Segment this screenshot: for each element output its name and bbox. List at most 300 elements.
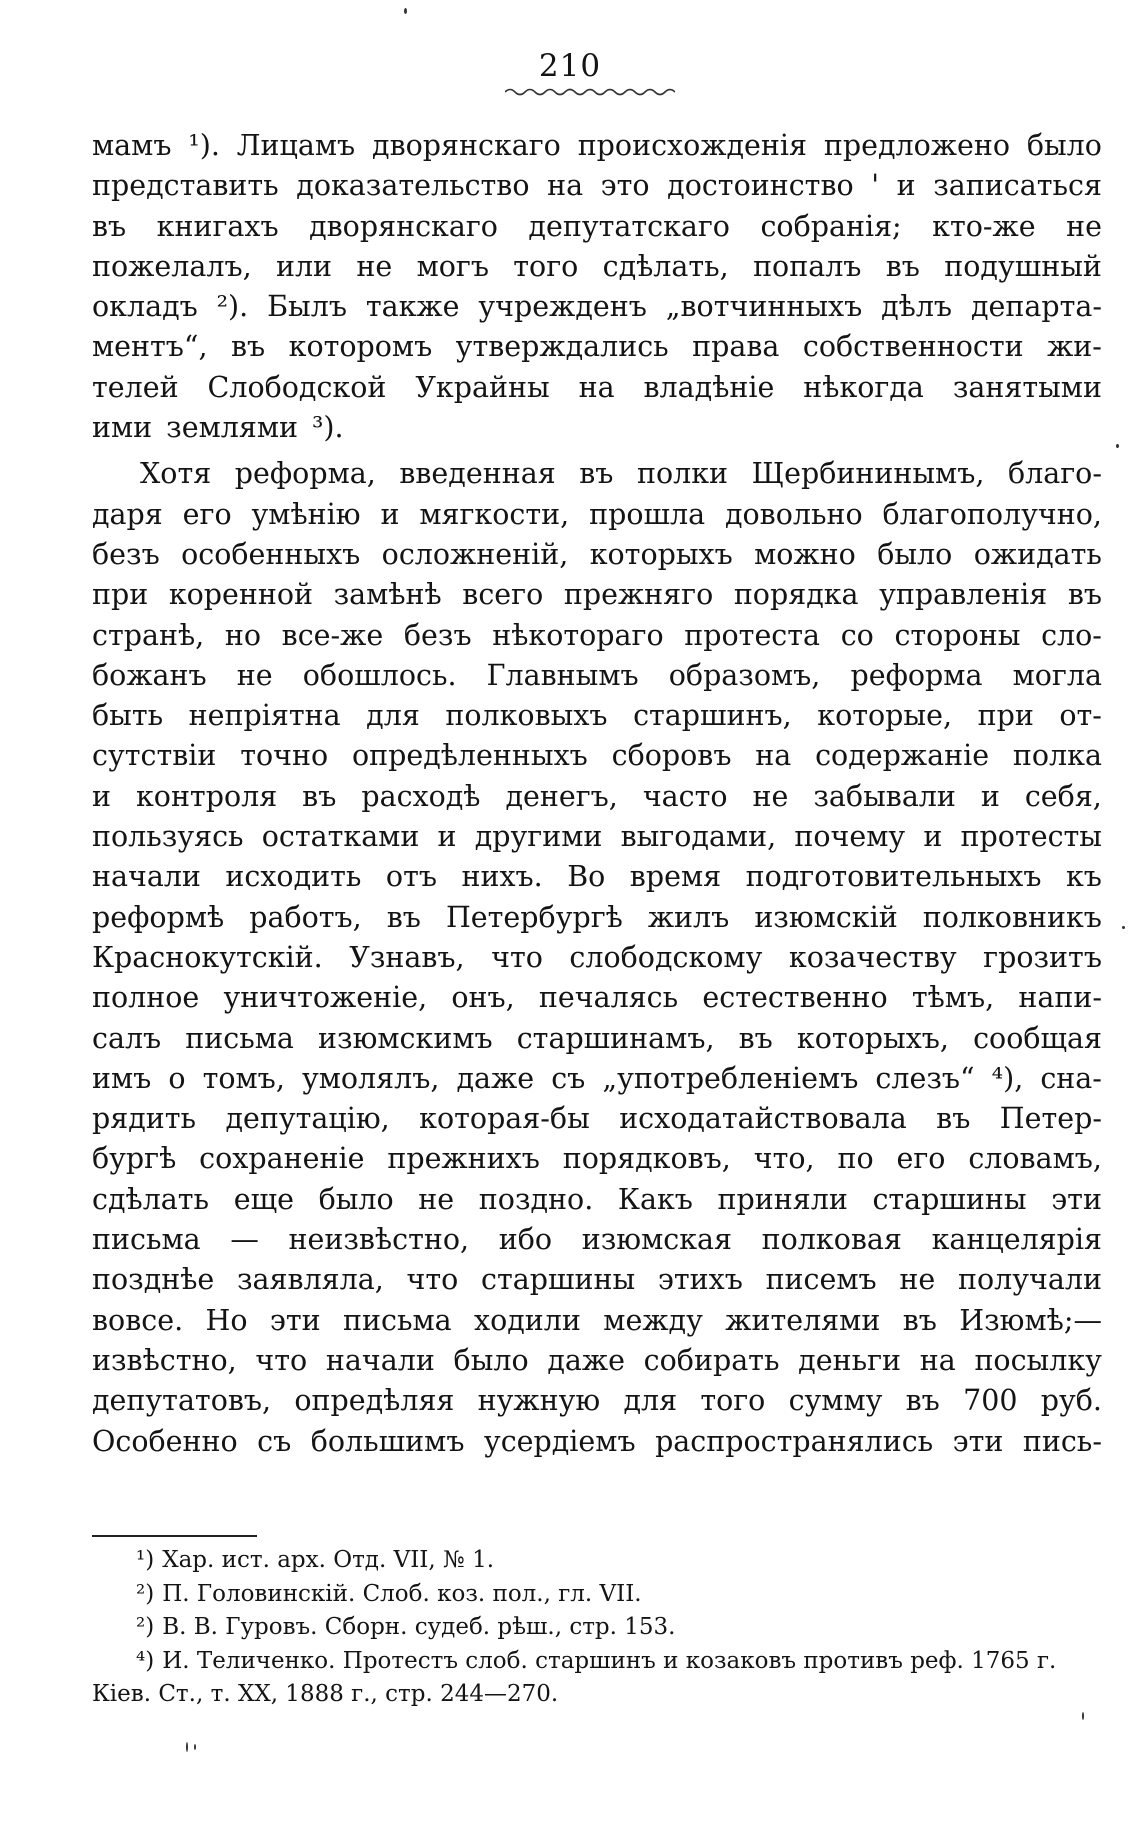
word: реформа,: [234, 457, 376, 491]
text-line: [92, 1099, 1102, 1139]
word: его: [182, 497, 232, 531]
word: деньги: [798, 1343, 902, 1377]
word: ': [871, 169, 880, 203]
word: съ: [551, 1061, 586, 1095]
word: ²).: [216, 290, 249, 324]
word: получали: [958, 1263, 1102, 1297]
word: Щербининымъ,: [751, 457, 985, 491]
word: поздно.: [478, 1182, 594, 1216]
word: которомъ: [288, 330, 433, 364]
word: исходить: [225, 860, 362, 894]
word: въ: [738, 1021, 773, 1055]
word: къ: [1065, 860, 1102, 894]
word: полковыхъ: [445, 699, 608, 733]
word: что: [406, 1263, 459, 1297]
print-speck: [1082, 1712, 1084, 1720]
word: почему: [794, 820, 906, 854]
word: доказательство: [296, 169, 530, 203]
text-line: [92, 1341, 1102, 1381]
word: въ: [92, 209, 127, 243]
word: того: [700, 1384, 766, 1418]
word: образомъ,: [668, 658, 821, 692]
word: обошлось.: [302, 658, 457, 692]
text-line: [92, 898, 1102, 938]
word: въ: [902, 1303, 937, 1337]
word: нужную: [477, 1384, 601, 1418]
word: введенная: [399, 457, 556, 491]
word: мамъ: [92, 129, 172, 162]
word: владѣніе: [643, 370, 775, 404]
word: сна-: [1040, 1061, 1102, 1095]
word: подготовительныхъ: [745, 860, 1042, 894]
word: съ: [257, 1424, 292, 1458]
print-speck: [404, 8, 407, 14]
text-line: [92, 1220, 1102, 1260]
word: могла: [1012, 658, 1102, 692]
text-line: [92, 535, 1102, 575]
word: это: [600, 169, 650, 203]
word: со: [840, 618, 874, 652]
footnote-4-continuation: [92, 1678, 1102, 1712]
word: писемъ: [765, 1263, 877, 1297]
word: мягкости,: [419, 497, 570, 531]
word: сдѣлать,: [602, 249, 729, 283]
footnotes: [92, 1544, 1102, 1712]
word: Хотя: [140, 457, 212, 491]
word: депутатовъ,: [92, 1384, 272, 1418]
word: которыхъ: [589, 537, 733, 571]
word: въ: [579, 457, 614, 491]
word: въ: [386, 900, 421, 934]
text-line: [92, 817, 1102, 857]
text-line: [92, 1180, 1102, 1220]
text-line: [92, 1139, 1102, 1179]
word: что,: [753, 1142, 815, 1176]
word: на: [919, 1343, 956, 1377]
word: старшинамъ,: [516, 1021, 715, 1055]
print-speck: [186, 1742, 188, 1752]
word: его: [896, 1142, 946, 1176]
word: и: [92, 779, 111, 813]
text-line: [92, 1381, 1102, 1421]
word: полковая: [761, 1223, 902, 1257]
word: было: [877, 537, 953, 571]
footnote-3: [92, 1611, 1102, 1645]
word: не: [752, 779, 789, 813]
text-line: [92, 327, 1102, 367]
word: въ: [302, 779, 337, 813]
word: не: [1066, 209, 1102, 243]
word: изюмскимъ: [318, 1021, 493, 1055]
word: жителями: [725, 1303, 881, 1337]
word: письма: [185, 1021, 294, 1055]
word: посылку: [974, 1343, 1102, 1377]
word: от-: [1059, 699, 1102, 733]
text-line: [92, 1422, 1102, 1462]
text-line: [92, 166, 1102, 206]
word: не: [899, 1263, 936, 1297]
footnote-mark: ²): [136, 1614, 155, 1640]
text-line: [92, 495, 1102, 535]
word: которая-бы: [419, 1102, 590, 1136]
word: слезъ“: [875, 1061, 975, 1095]
footnote-text: И. Теличенко. Протестъ слоб. старшинъ и козаковъ противъ реф. 1765 г.: [162, 1647, 1057, 1674]
word: уничтоженіе,: [223, 981, 428, 1015]
word: пользуясь: [92, 820, 244, 854]
word: прежняго: [563, 578, 714, 612]
word: старшинъ,: [633, 699, 792, 733]
word: собранія;: [760, 209, 902, 243]
word: не: [356, 249, 393, 283]
word: точно: [240, 739, 329, 773]
word: даже: [547, 1343, 625, 1377]
word: дворянскаго: [309, 209, 498, 243]
word: остатками: [261, 820, 420, 854]
word: естественно: [702, 981, 888, 1015]
word: „употребленіемъ: [602, 1061, 859, 1095]
word: безъ: [403, 618, 472, 652]
word: департа-: [970, 290, 1102, 324]
footnote-1: [92, 1544, 1102, 1578]
word: изюмскій: [754, 900, 898, 934]
word: въ: [1067, 578, 1102, 612]
word: права: [692, 330, 780, 364]
word: реформа: [850, 658, 983, 692]
word: пожелалъ,: [92, 249, 252, 283]
word: ибо: [498, 1223, 553, 1257]
word: сло-: [1041, 618, 1102, 652]
word: представить: [92, 169, 279, 203]
word: ³).: [312, 411, 344, 445]
word: сообщая: [973, 1021, 1102, 1055]
word: большимъ: [310, 1424, 465, 1458]
word: даря: [92, 497, 163, 531]
word: собирать: [643, 1343, 780, 1377]
word: въ: [905, 1384, 940, 1418]
word: достоинство: [667, 169, 854, 203]
word: 700: [963, 1384, 1018, 1418]
word: или: [275, 249, 333, 283]
word: благополучно,: [882, 497, 1102, 531]
word: того: [513, 249, 579, 283]
word: расходѣ: [361, 779, 481, 813]
word: стороны: [894, 618, 1021, 652]
word: въ: [231, 330, 266, 364]
word: было: [1026, 129, 1102, 162]
word: могъ: [416, 249, 489, 283]
text-line: [92, 207, 1102, 247]
word: попалъ: [753, 249, 862, 283]
text-line: [92, 126, 1102, 166]
word: что: [491, 940, 543, 974]
word: пись-: [1022, 1424, 1102, 1458]
word: позднѣе: [92, 1263, 215, 1297]
text-line: [92, 857, 1102, 897]
word: томъ,: [202, 1061, 285, 1095]
word: себя,: [1024, 779, 1102, 813]
word: канцелярія: [931, 1223, 1102, 1257]
word: эти: [952, 1424, 1004, 1458]
word: время: [629, 860, 722, 894]
footnote-mark: ⁴): [136, 1647, 155, 1674]
text-line: [92, 777, 1102, 817]
word: нихъ.: [461, 860, 543, 894]
word: особенныхъ: [181, 537, 361, 571]
word: сохраненіе: [199, 1142, 365, 1176]
word: было: [318, 1182, 394, 1216]
word: контроля: [135, 779, 278, 813]
word: довольно: [724, 497, 863, 531]
word: начали: [92, 860, 201, 894]
text-line: [92, 1260, 1102, 1300]
footnote-text: В. В. Гуровъ. Сборн. судеб. рѣш., стр. 153.: [162, 1614, 676, 1640]
word: прошла: [589, 497, 706, 531]
word: онъ,: [451, 981, 515, 1015]
word: работъ,: [249, 900, 362, 934]
word: Изюмѣ;—: [959, 1303, 1102, 1337]
word: Лицамъ: [236, 129, 356, 162]
word: имъ: [92, 1061, 152, 1095]
word: Слободской: [207, 370, 387, 404]
word: даже: [456, 1061, 535, 1095]
text-line: [92, 1059, 1102, 1099]
word: на: [755, 739, 792, 773]
word: замѣнѣ: [333, 578, 442, 612]
word: окладъ: [92, 290, 198, 324]
word: не: [236, 658, 273, 692]
text-line: [92, 287, 1102, 327]
word: осложненій,: [381, 537, 569, 571]
text-line: [92, 696, 1102, 736]
word: сборовъ: [611, 739, 732, 773]
word: всего: [462, 578, 544, 612]
word: при: [92, 578, 149, 612]
text-line: [92, 368, 1102, 408]
word: ментъ“,: [92, 330, 208, 364]
body-text: [92, 126, 1102, 1462]
word: полное: [92, 981, 200, 1015]
word: козачеству: [788, 940, 957, 974]
word: изюмская: [581, 1223, 732, 1257]
word: все-же: [281, 618, 384, 652]
word: полки: [636, 457, 729, 491]
footnote-2: [92, 1578, 1102, 1612]
word: рядить: [92, 1102, 197, 1136]
word: въ: [885, 249, 920, 283]
word: для: [623, 1384, 678, 1418]
word: безъ: [92, 537, 160, 571]
word: дворянскаго: [372, 129, 561, 162]
word: дѣлъ: [881, 290, 953, 324]
word: по: [837, 1142, 874, 1176]
word: неизвѣстно,: [288, 1223, 470, 1257]
word: сдѣлать: [92, 1182, 210, 1216]
text-line: [92, 656, 1102, 696]
word: салъ: [92, 1021, 162, 1055]
word: денегъ,: [505, 779, 618, 813]
word: Особенно: [92, 1424, 238, 1458]
word: утверждались: [455, 330, 669, 364]
word: приняли: [717, 1182, 848, 1216]
text-line: [92, 978, 1102, 1018]
word: протесты: [960, 820, 1102, 854]
text-line: [92, 1301, 1102, 1341]
word: при: [977, 699, 1034, 733]
word: исходатайствовала: [619, 1102, 907, 1136]
word: реформѣ: [92, 900, 225, 934]
word: умолялъ,: [301, 1061, 440, 1095]
word: „вотчинныхъ: [665, 290, 863, 324]
word: старшины: [481, 1263, 636, 1297]
word: грозитъ: [983, 940, 1102, 974]
word: распространялись: [655, 1424, 934, 1458]
text-line: [92, 247, 1102, 287]
word: Главнымъ: [486, 658, 639, 692]
footnote-text: П. Головинскій. Слоб. коз. пол., гл. VII.: [162, 1580, 642, 1607]
word: странѣ,: [92, 618, 205, 652]
word: божанъ: [92, 658, 207, 692]
word: эти: [1051, 1182, 1102, 1216]
page-number: 210: [538, 48, 602, 84]
print-speck: [1116, 444, 1119, 448]
footnote-mark: ¹): [136, 1547, 155, 1573]
word: для: [366, 699, 420, 733]
word: которые,: [817, 699, 953, 733]
text-line: [92, 616, 1102, 656]
word: Но: [205, 1303, 248, 1337]
word: письма: [92, 1223, 201, 1257]
word: было: [453, 1343, 529, 1377]
word: —: [230, 1223, 259, 1257]
word: умѣнію: [251, 497, 361, 531]
word: сумму: [788, 1384, 883, 1418]
word: Петер-: [999, 1102, 1102, 1136]
word: записаться: [933, 169, 1102, 203]
word: ¹).: [188, 129, 220, 162]
word: Во: [567, 860, 606, 894]
text-line: [92, 575, 1102, 615]
word: нѣкотораго: [492, 618, 664, 652]
word: кто-же: [932, 209, 1036, 243]
word: забывали: [813, 779, 956, 813]
word: учрежденъ: [478, 290, 647, 324]
word: напи-: [1018, 981, 1102, 1015]
word: руб.: [1040, 1384, 1102, 1418]
word: на: [547, 169, 584, 203]
word: подушный: [944, 249, 1102, 283]
word: Петербургѣ: [445, 900, 623, 934]
word: часто: [642, 779, 728, 813]
word: слободскому: [569, 940, 763, 974]
word: на: [578, 370, 615, 404]
word: депутацію,: [225, 1102, 390, 1136]
word: опредѣленныхъ: [351, 739, 588, 773]
word: телей: [92, 370, 179, 404]
text-line: [92, 938, 1102, 978]
word: ходили: [474, 1303, 581, 1337]
footnote-4: [92, 1645, 1102, 1679]
word: въ: [936, 1102, 971, 1136]
word: жилъ: [647, 900, 730, 934]
word: сутствіи: [92, 739, 217, 773]
word: ожидать: [973, 537, 1102, 571]
word: что: [255, 1343, 308, 1377]
word: книгахъ: [156, 209, 279, 243]
word: Украйны: [415, 370, 550, 404]
word: землями: [166, 411, 298, 445]
word: также: [365, 290, 460, 324]
word: но: [224, 618, 262, 652]
word: письма: [343, 1303, 452, 1337]
word: тѣмъ,: [911, 981, 995, 1015]
word: жи-: [1047, 330, 1102, 364]
word: занятыми: [952, 370, 1102, 404]
word: Краснокутскій.: [92, 940, 323, 974]
word: эти: [269, 1303, 321, 1337]
word: коренной: [168, 578, 314, 612]
text-line: [92, 736, 1102, 776]
word: непріятна: [188, 699, 341, 733]
word: словамъ,: [968, 1142, 1102, 1176]
word: опредѣляя: [294, 1384, 455, 1418]
word: Былъ: [267, 290, 347, 324]
word: еще: [233, 1182, 294, 1216]
print-speck: [1122, 926, 1125, 929]
word: усердіемъ: [483, 1424, 636, 1458]
word: другими: [474, 820, 603, 854]
word: начали: [325, 1343, 435, 1377]
word: прежнихъ: [387, 1142, 540, 1176]
word: можно: [754, 537, 856, 571]
word: и: [380, 497, 400, 531]
word: печалясь: [538, 981, 679, 1015]
word: о: [168, 1061, 186, 1095]
footnote-text: Кіев. Ст., т. XX, 1888 г., стр. 244—270.: [92, 1681, 559, 1707]
word: ⁴),: [991, 1061, 1024, 1095]
word: полка: [1012, 739, 1102, 773]
word: полковникъ: [922, 900, 1102, 934]
word: вовсе.: [92, 1303, 184, 1337]
word: собственности: [802, 330, 1024, 364]
text-line: [92, 408, 1102, 448]
word: ими: [92, 411, 153, 445]
word: не: [418, 1182, 455, 1216]
word: управленія: [879, 578, 1048, 612]
word: Какъ: [617, 1182, 693, 1216]
word: порядка: [733, 578, 859, 612]
word: и: [437, 820, 457, 854]
word: благо-: [1007, 457, 1102, 491]
text-line: [92, 1019, 1102, 1059]
word: нѣкогда: [803, 370, 924, 404]
word: содержаніе: [815, 739, 990, 773]
word: извѣстно,: [92, 1343, 237, 1377]
word: быть: [92, 699, 164, 733]
word: и: [980, 779, 1000, 813]
word: протеста: [684, 618, 821, 652]
word: которыхъ,: [796, 1021, 949, 1055]
word: и: [896, 169, 916, 203]
word: происхожденія: [577, 129, 807, 162]
word: и: [923, 820, 943, 854]
word: между: [603, 1303, 703, 1337]
word: этихъ: [657, 1263, 743, 1297]
footnote-rule: [92, 1535, 257, 1537]
word: Узнавъ,: [349, 940, 465, 974]
word: отъ: [385, 860, 437, 894]
print-speck: [194, 1744, 196, 1750]
text-line: [92, 454, 1102, 494]
